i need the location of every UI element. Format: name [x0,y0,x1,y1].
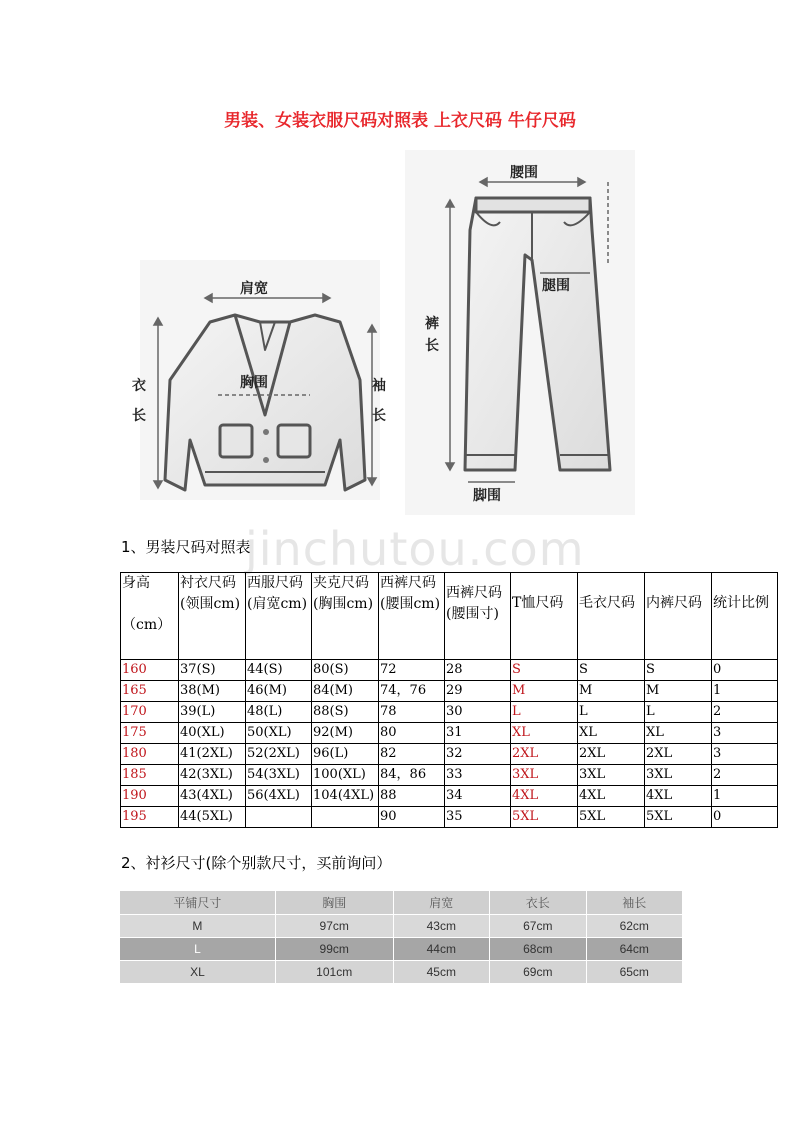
section-title-shirt: 2、衬衫尺寸(除个别款尺寸，买前询问） [121,854,392,872]
table-cell: 92(M) [312,723,379,744]
table-cell: 2 [712,702,778,723]
table-cell: 67cm [490,915,586,938]
table-row [121,765,778,786]
table-cell: 190 [121,786,179,807]
table-cell: 88(S) [312,702,379,723]
table-cell: 41(2XL) [179,744,246,765]
watermark: jinchutou.com [245,522,585,576]
table-cell: 84(M) [312,681,379,702]
table-cell: 90 [379,807,445,828]
table-cell: 38(M) [179,681,246,702]
sleeve-label-1: 袖 [372,378,386,394]
table-cell: 185 [121,765,179,786]
table-cell: XL [645,723,712,744]
table-cell: 45cm [394,961,490,984]
table-header-row [120,891,683,915]
table-row [121,744,778,765]
table-cell: 37(S) [179,660,246,681]
table-cell: 46(M) [246,681,312,702]
table-row [120,938,683,961]
table-header-row [121,573,778,660]
table-cell: 82 [379,744,445,765]
table-row [121,807,778,828]
chest-label: 胸围 [240,375,268,391]
pants-length-label-1: 裤 [425,316,439,332]
waist-label: 腰围 [510,165,538,181]
table-cell: 0 [712,660,778,681]
table-cell: 0 [712,807,778,828]
table-cell: 62cm [587,915,684,938]
table-cell: 29 [445,681,511,702]
header-cell: 平铺尺寸 [120,891,276,915]
table-cell: 42(3XL) [179,765,246,786]
table-cell: 4XL [578,786,645,807]
table-cell: 31 [445,723,511,744]
table-cell: S [645,660,712,681]
table-cell: 175 [121,723,179,744]
page-title: 男装、女装衣服尺码对照表 上衣尺码 牛仔尺码 [224,111,576,131]
table-cell: 44(S) [246,660,312,681]
shirt-size-table [120,891,683,984]
table-cell: L [578,702,645,723]
table-cell: 84，86 [379,765,445,786]
header-cell: 统计比例 [712,573,778,660]
header-cell: 衣长 [490,891,586,915]
table-cell: 1 [712,786,778,807]
table-cell: 3XL [578,765,645,786]
table-cell: 101cm [276,961,394,984]
table-cell: 4XL [511,786,578,807]
table-cell: 2XL [511,744,578,765]
header-cell: 毛衣尺码 [578,573,645,660]
table-row [121,702,778,723]
table-cell: 88 [379,786,445,807]
table-cell: 50(XL) [246,723,312,744]
header-cell: 身高 （cm） [121,573,179,660]
header-cell: 袖长 [587,891,684,915]
body-length-label-1: 衣 [132,378,146,394]
table-cell: 68cm [490,938,586,961]
table-row [121,681,778,702]
table-cell: 5XL [645,807,712,828]
table-cell: L [120,938,276,961]
table-cell: 64cm [587,938,684,961]
table-cell: 180 [121,744,179,765]
table-cell: 99cm [276,938,394,961]
table-cell: M [511,681,578,702]
table-cell: 80(S) [312,660,379,681]
sleeve-label-2: 长 [372,408,386,424]
table-cell: 165 [121,681,179,702]
table-cell: 96(L) [312,744,379,765]
table-cell: 54(3XL) [246,765,312,786]
table-row [120,915,683,938]
table-cell: 97cm [276,915,394,938]
table-cell: XL [511,723,578,744]
pants-length-label-2: 长 [425,338,439,354]
header-cell: 胸围 [276,891,394,915]
thigh-label: 腿围 [542,278,570,294]
table-cell: 104(4XL) [312,786,379,807]
table-cell: 2 [712,765,778,786]
table-cell: 160 [121,660,179,681]
table-cell: 43cm [394,915,490,938]
table-cell: 3 [712,723,778,744]
table-cell: 56(4XL) [246,786,312,807]
table-row [121,660,778,681]
header-cell: 肩宽 [394,891,490,915]
table-cell: 1 [712,681,778,702]
table-cell: 44(5XL) [179,807,246,828]
table-cell: 2XL [578,744,645,765]
table-cell: 44cm [394,938,490,961]
table-cell: 3XL [645,765,712,786]
table-cell: 28 [445,660,511,681]
table-cell: 72 [379,660,445,681]
men-size-table [120,572,778,828]
table-cell: 40(XL) [179,723,246,744]
section-title-men: 1、男装尺码对照表 [121,538,251,556]
header-cell: 西裤尺码(腰围寸) [445,573,511,660]
table-cell: XL [120,961,276,984]
table-row [120,961,683,984]
table-cell: L [645,702,712,723]
table-cell: 43(4XL) [179,786,246,807]
table-cell: 2XL [645,744,712,765]
table-cell: 4XL [645,786,712,807]
body-length-label-2: 长 [132,408,146,424]
table-cell: 80 [379,723,445,744]
table-cell [312,807,379,828]
table-cell: 78 [379,702,445,723]
table-cell: 48(L) [246,702,312,723]
table-cell: 52(2XL) [246,744,312,765]
table-cell: 69cm [490,961,586,984]
table-cell: 32 [445,744,511,765]
table-cell: S [578,660,645,681]
table-cell: 100(XL) [312,765,379,786]
header-cell: T恤尺码 [511,573,578,660]
table-cell: 33 [445,765,511,786]
header-cell: 内裤尺码 [645,573,712,660]
table-cell: M [645,681,712,702]
header-cell: 西服尺码(肩宽cm) [246,573,312,660]
table-cell: M [120,915,276,938]
table-cell [246,807,312,828]
table-cell: S [511,660,578,681]
table-cell: XL [578,723,645,744]
table-cell: L [511,702,578,723]
table-cell: 170 [121,702,179,723]
hem-label: 脚围 [473,488,501,504]
table-cell: M [578,681,645,702]
table-cell: 35 [445,807,511,828]
table-cell: 39(L) [179,702,246,723]
table-row [121,786,778,807]
table-row [121,723,778,744]
table-cell: 30 [445,702,511,723]
header-cell: 衬衣尺码(领围cm) [179,573,246,660]
header-cell: 夹克尺码(胸围cm) [312,573,379,660]
table-cell: 195 [121,807,179,828]
header-cell: 西裤尺码(腰围cm) [379,573,445,660]
table-cell: 34 [445,786,511,807]
table-cell: 5XL [511,807,578,828]
table-cell: 65cm [587,961,684,984]
table-cell: 5XL [578,807,645,828]
table-cell: 74，76 [379,681,445,702]
measurement-illustration [120,150,650,515]
shoulder-label: 肩宽 [240,281,268,297]
table-cell: 3 [712,744,778,765]
table-cell: 3XL [511,765,578,786]
